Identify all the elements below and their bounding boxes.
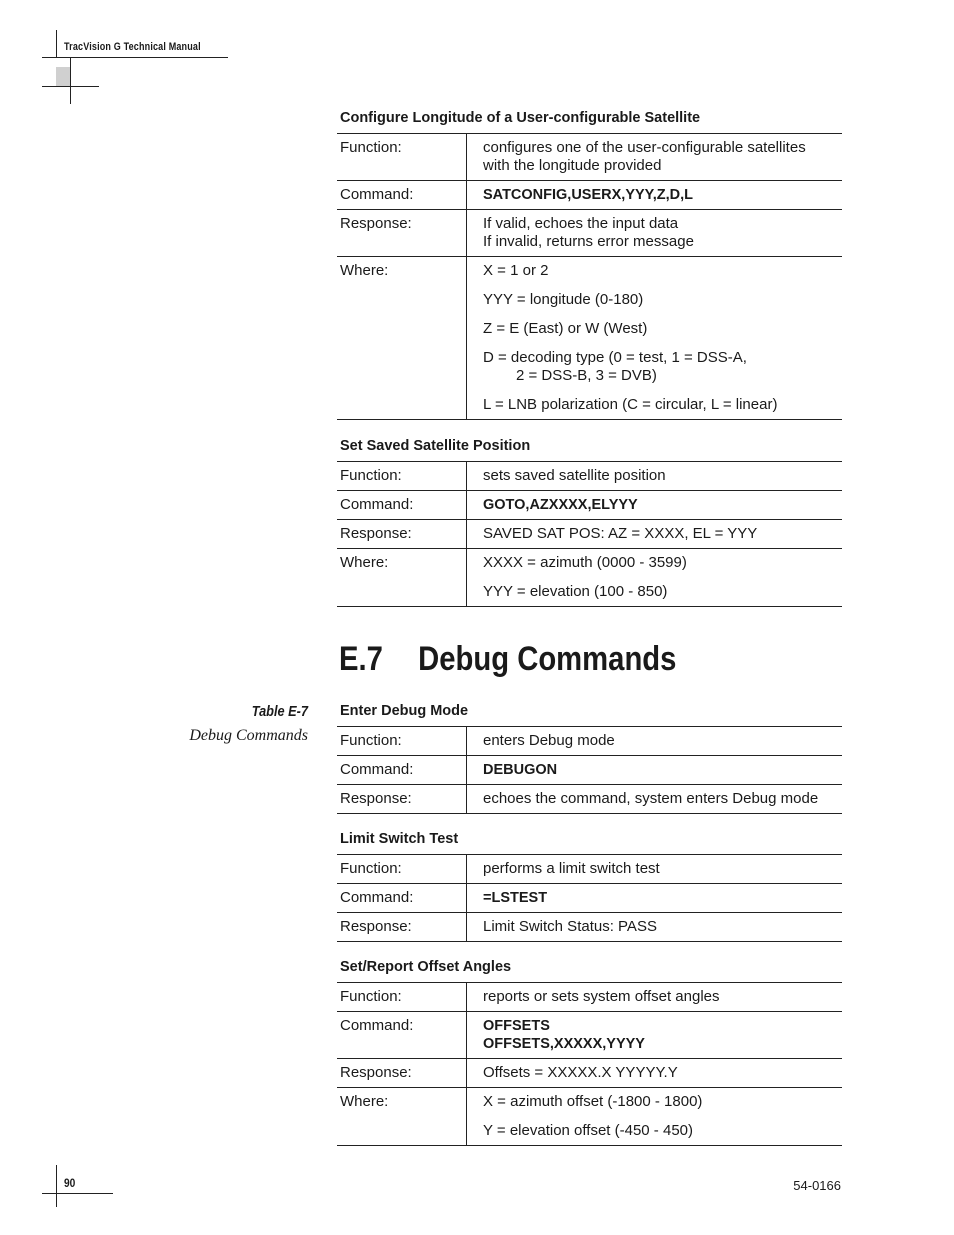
command-syntax-line: OFFSETS: [483, 1018, 550, 1034]
response-text-line: If valid, echoes the input data: [483, 215, 679, 232]
table-row: [337, 181, 842, 210]
document-number: 54-0166: [793, 1178, 841, 1193]
where-item-continuation: 2 = DSS-B, 3 = DVB): [516, 367, 657, 384]
row-label: Function:: [337, 983, 467, 1012]
block-enter-debug-mode: [337, 703, 842, 814]
running-header: TracVision G Technical Manual: [64, 41, 201, 53]
table-caption-title: Debug Commands: [189, 727, 308, 744]
table-row: [337, 134, 842, 181]
table-row: [337, 1012, 842, 1059]
page-number: 90: [64, 1176, 76, 1190]
row-label: Where:: [337, 549, 467, 607]
table-row: [337, 855, 842, 884]
response-text-line: If invalid, returns error message: [483, 233, 694, 250]
table-row: [337, 913, 842, 942]
where-item: X = azimuth offset (-1800 - 1800): [483, 1093, 703, 1110]
row-label: Response:: [337, 913, 467, 942]
where-item: Y = elevation offset (-450 - 450): [483, 1122, 693, 1139]
row-label: Response:: [337, 210, 467, 257]
table-row: [337, 210, 842, 257]
row-value: [467, 549, 843, 607]
section-number: E.7: [339, 640, 383, 678]
table-row: [337, 491, 842, 520]
block-set-saved-satellite: [337, 438, 842, 607]
command-table: [337, 461, 842, 607]
row-value: [467, 257, 843, 420]
row-value: echoes the command, system enters Debug mode: [483, 790, 819, 807]
crop-mark-horizontal-middle: [42, 86, 99, 87]
command-table: [337, 133, 842, 420]
block-title: Set Saved Satellite Position: [340, 438, 531, 454]
row-label: Function:: [337, 727, 467, 756]
crop-mark-vertical-top: [56, 30, 57, 58]
function-text-line: with the longitude provided: [483, 157, 662, 174]
row-label: Command:: [337, 1012, 467, 1059]
row-label: Command:: [337, 181, 467, 210]
row-label: Response:: [337, 520, 467, 549]
command-syntax: [467, 1012, 843, 1059]
where-item: X = 1 or 2: [483, 262, 549, 279]
row-value: [467, 134, 843, 181]
row-value: sets saved satellite position: [483, 467, 666, 484]
command-syntax-line: OFFSETS,XXXXX,YYYY: [483, 1036, 645, 1052]
footer-rule: [42, 1193, 113, 1194]
function-text-line: configures one of the user-configurable satellites: [483, 139, 806, 156]
table-row: [337, 1088, 842, 1146]
row-value: performs a limit switch test: [483, 860, 660, 877]
where-item: Z = E (East) or W (West): [483, 320, 648, 337]
table-caption-number: Table E-7: [251, 703, 308, 720]
row-value: Limit Switch Status: PASS: [483, 918, 657, 935]
command-table: [337, 982, 842, 1146]
table-row: [337, 884, 842, 913]
block-limit-switch-test: [337, 831, 842, 942]
where-item: YYY = elevation (100 - 850): [483, 583, 668, 600]
section-title: Debug Commands: [418, 640, 677, 678]
crop-mark-vertical-bottom: [56, 1165, 57, 1207]
row-value: SAVED SAT POS: AZ = XXXX, EL = YYY: [483, 525, 758, 542]
block-title: Set/Report Offset Angles: [340, 959, 512, 975]
table-row: [337, 1059, 842, 1088]
row-label: Where:: [337, 1088, 467, 1146]
command-syntax: SATCONFIG,USERX,YYY,Z,D,L: [483, 187, 694, 203]
row-label: Command:: [337, 884, 467, 913]
where-item-line: D = decoding type (0 = test, 1 = DSS-A,: [483, 349, 747, 366]
where-item: YYY = longitude (0-180): [483, 291, 644, 308]
row-value: enters Debug mode: [483, 732, 615, 749]
table-row: [337, 520, 842, 549]
table-row: [337, 756, 842, 785]
table-caption: [176, 703, 308, 745]
block-offset-angles: [337, 959, 842, 1146]
row-value: [467, 210, 843, 257]
row-value: reports or sets system offset angles: [483, 988, 720, 1005]
row-label: Command:: [337, 756, 467, 785]
block-title: Enter Debug Mode: [340, 703, 469, 719]
section-heading: [339, 640, 676, 679]
table-row: [337, 257, 842, 420]
row-label: Function:: [337, 134, 467, 181]
row-value: Offsets = XXXXX.X YYYYY.Y: [483, 1064, 678, 1081]
row-value: [467, 1088, 843, 1146]
block-title: Limit Switch Test: [340, 831, 459, 847]
registration-box: [56, 67, 70, 87]
where-item: [483, 349, 838, 385]
table-row: [337, 983, 842, 1012]
row-label: Function:: [337, 855, 467, 884]
block-configure-longitude: [337, 110, 842, 420]
row-label: Function:: [337, 462, 467, 491]
row-label: Command:: [337, 491, 467, 520]
where-item: L = LNB polarization (C = circular, L = linear): [483, 396, 778, 413]
row-label: Where:: [337, 257, 467, 420]
command-table: [337, 726, 842, 814]
row-label: Response:: [337, 785, 467, 814]
command-syntax: DEBUGON: [483, 762, 558, 778]
command-syntax: GOTO,AZXXXX,ELYYY: [483, 497, 638, 513]
table-row: [337, 462, 842, 491]
crop-mark-vertical-middle: [70, 58, 71, 104]
table-row: [337, 549, 842, 607]
command-syntax: =LSTEST: [483, 890, 548, 906]
table-row: [337, 727, 842, 756]
block-title: Configure Longitude of a User-configurable Satellite: [340, 110, 701, 126]
row-label: Response:: [337, 1059, 467, 1088]
command-table: [337, 854, 842, 942]
table-row: [337, 785, 842, 814]
where-item: XXXX = azimuth (0000 - 3599): [483, 554, 687, 571]
